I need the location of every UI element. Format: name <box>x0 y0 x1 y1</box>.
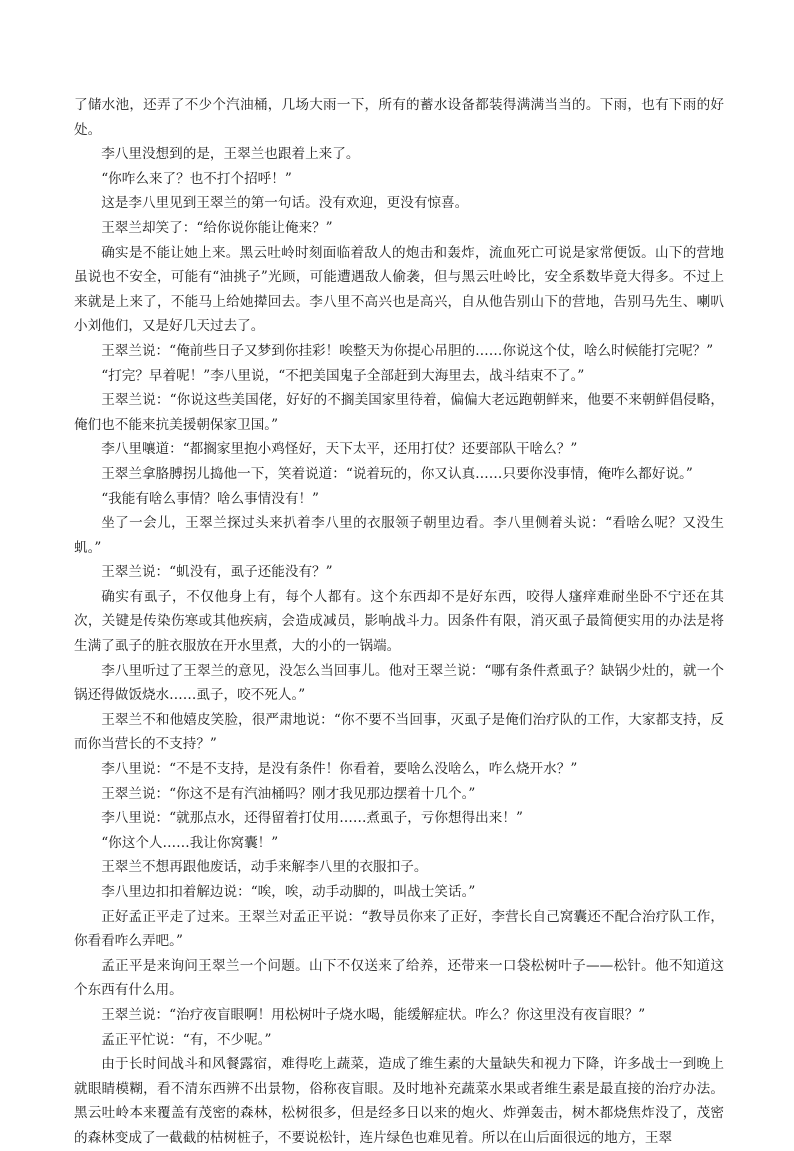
document-page <box>74 93 724 1151</box>
paragraph: 李八里听过了王翠兰的意见，没怎么当回事儿。他对王翠兰说：“哪有条件煮虱子？缺锅少灶的，就一个锅还得做饭烧水……虱子，咬不死人。” <box>74 662 724 704</box>
paragraph: 孟正平忙说：“有，不少呢。” <box>101 1031 272 1048</box>
paragraph: 王翠兰说：“你说这些美国佬，好好的不搁美国家里待着，偏偏大老远跑朝鲜来，他要不来朝鲜倡侵略，俺们也不能来抗美援朝保家卫国。” <box>74 392 724 433</box>
paragraph: “你这个人……我让你窝囊！” <box>101 834 279 851</box>
paragraph: 李八里说：“不是不支持，是没有条件！你看着，要啥么没啥么，咋么烧开水？” <box>101 761 578 778</box>
paragraph: 王翠兰说：“俺前些日子又梦到你挂彩！唉整天为你提心吊胆的……你说这个仗，啥么时候能打完呢？” <box>101 342 714 359</box>
paragraph: 确实是不能让她上来。黑云吐岭时刻面临着敌人的炮击和轰炸，流血死亡可说是家常便饭。山下的营地虽说也不安全，可能有“油挑子”光顾，可能遭遇敌人偷袭，但与黑云吐岭比，安全系数毕竟大得多。不过上来就是上来了，不能马上给她撵回去。李八里不高兴也是高兴，自从他告别山下的营地，告别马先生、喇叭小刘他们，又是好几天过去了。 <box>74 244 724 335</box>
paragraph: 坐了一会儿，王翠兰探过头来扒着李八里的衣服领子朝里边看。李八里侧着头说：“看啥么呢？又没生虮。” <box>74 515 724 556</box>
paragraph: 正好孟正平走了过来。王翠兰对孟正平说：“教导员你来了正好，李营长自己窝囊还不配合治疗队工作，你看看咋么弄吧。” <box>74 908 724 950</box>
paragraph: 王翠兰不和他嬉皮笑脸，很严肃地说：“你不要不当回事，灭虱子是俺们治疗队的工作，大家都支持，反而你当营长的不支持？” <box>74 711 724 753</box>
paragraph: 这是李八里见到王翠兰的第一句话。没有欢迎，更没有惊喜。 <box>101 195 469 212</box>
paragraph: 由于长时间战斗和风餐露宿，难得吃上蔬菜，造成了维生素的大量缺失和视力下降，许多战士一到晚上就眼睛模糊，看不清东西辨不出景物，俗称夜盲眼。及时地补充蔬菜水果或者维生素是最直接的治疗办法。黑云吐岭本来覆盖有茂密的森林，松树很多，但是经多日以来的炮火、炸弹轰击，树木都烧焦炸没了，茂密的森林变成了一截截的枯树桩子，不要说松针，连片绿色也难见着。所以在山后面很远的地方，王翠 <box>74 1056 724 1146</box>
paragraph: “我能有啥么事情？啥么事情没有！” <box>101 490 319 507</box>
paragraph: 王翠兰却笑了：“给你说你能让俺来？” <box>101 219 333 236</box>
paragraph: 王翠兰拿胳膊拐儿捣他一下，笑着说道：“说着玩的，你又认真……只要你没事情，俺咋么都好说。” <box>101 465 693 482</box>
paragraph: 王翠兰说：“治疗夜盲眼啊！用松树叶子烧水喝，能缓解症状。咋么？你这里没有夜盲眼？” <box>101 1006 646 1023</box>
paragraph: 王翠兰说：“你这不是有汽油桶吗？刚才我见那边摆着十几个。” <box>101 785 476 802</box>
paragraph: 王翠兰不想再跟他废话，动手来解李八里的衣服扣子。 <box>101 859 428 876</box>
paragraph: “你咋么来了？也不打个招呼！” <box>101 170 292 187</box>
paragraph: 李八里说：“就那点水，还得留着打仗用……煮虱子，亏你想得出来！” <box>101 810 523 827</box>
paragraph: 李八里没想到的是，王翠兰也跟着上来了。 <box>101 146 360 163</box>
paragraph: 王翠兰说：“虮没有，虱子还能没有？” <box>101 564 333 581</box>
paragraph: 李八里嚷道：“都搁家里抱小鸡怪好，天下太平，还用打仗？还要部队干啥么？” <box>101 441 578 458</box>
paragraph: 确实有虱子，不仅他身上有，每个人都有。这个东西却不是好东西，咬得人瘙痒难耐坐卧不宁还在其次，关键是传染伤寒或其他疾病，会造成减员，影响战斗力。因条件有限，消灭虱子最简便实用的办法是将生满了虱子的脏衣服放在开水里煮，大的小的一锅端。 <box>74 588 724 655</box>
paragraph: 李八里边扣扣着解边说：“唉，唉，动手动脚的，叫战士笑话。” <box>101 884 476 900</box>
paragraph: 了储水池，还弄了不少个汽油桶，几场大雨一下，所有的蓄水设备都装得满满当当的。下雨，也有下雨的好处。 <box>74 97 724 138</box>
paragraph: “打完？早着呢！”李八里说，“不把美国鬼子全部赶到大海里去，战斗结束不了。” <box>101 367 585 384</box>
paragraph: 孟正平是来询问王翠兰一个问题。山下不仅送来了给养，还带来一口袋松树叶子——松针。他不知道这个东西有什么用。 <box>74 957 724 999</box>
